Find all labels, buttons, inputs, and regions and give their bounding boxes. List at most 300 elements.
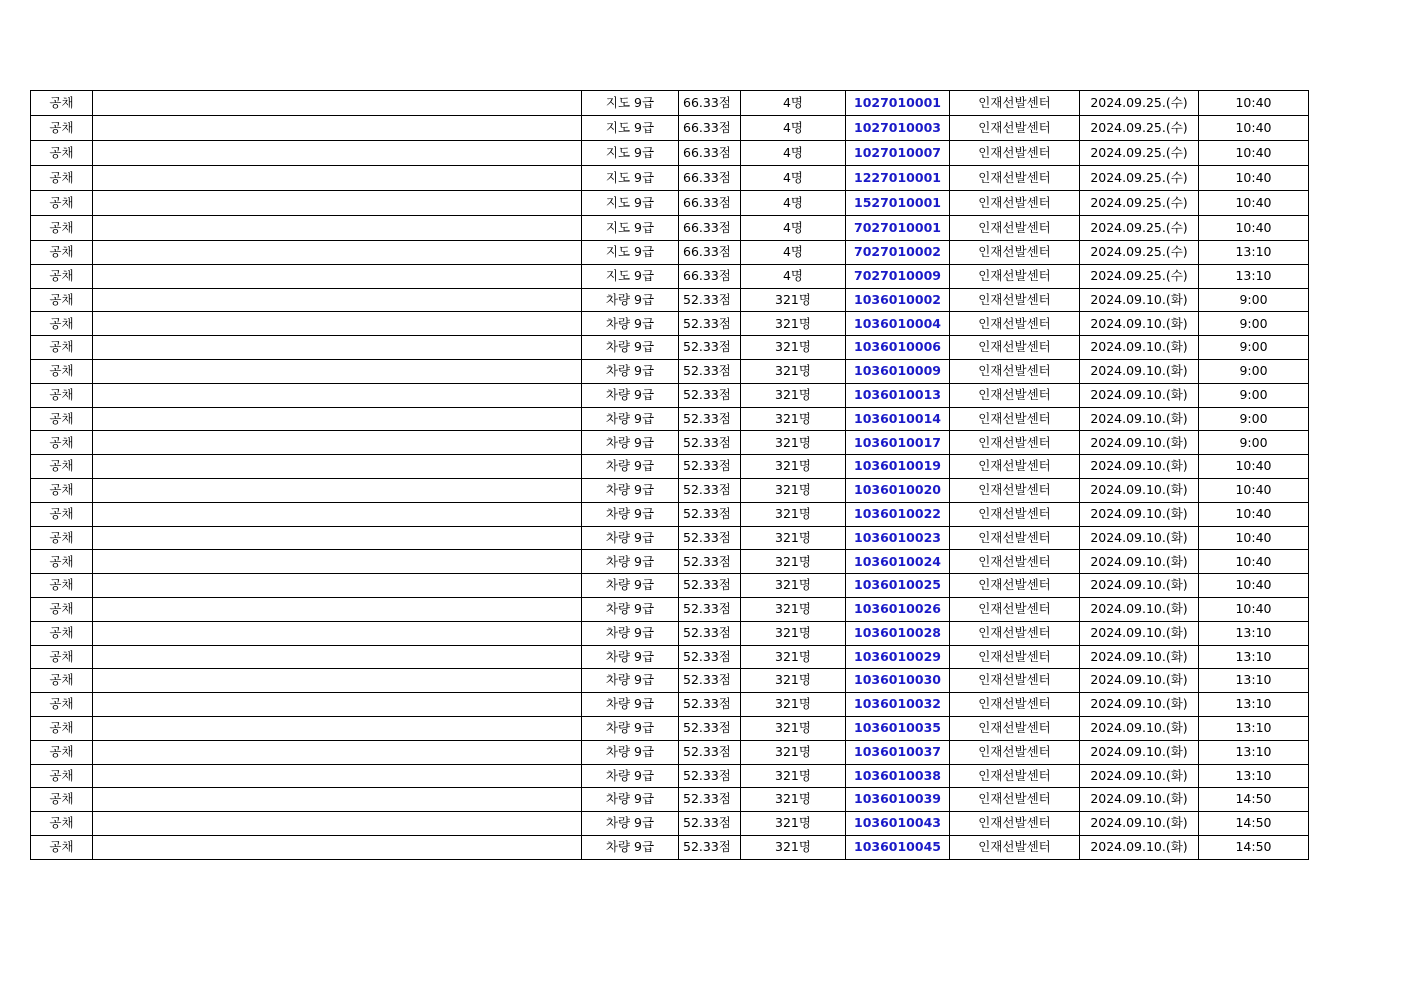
cutoff-score-cell: 52.33점: [679, 669, 741, 693]
exam-number-cell: 1036010002: [846, 288, 950, 312]
applicant-count-cell: 321명: [741, 788, 846, 812]
venue-cell: 인재선발센터: [950, 526, 1080, 550]
exam-time-cell: 13:10: [1199, 264, 1309, 288]
table-row: [31, 288, 1309, 312]
venue-cell: 인재선발센터: [950, 788, 1080, 812]
exam-number-cell: 1036010014: [846, 407, 950, 431]
name-cell: [93, 550, 582, 574]
cutoff-score-cell: 52.33점: [679, 621, 741, 645]
position-cell: 차량 9급: [582, 645, 679, 669]
venue-cell: 인재선발센터: [950, 359, 1080, 383]
table-row: [31, 526, 1309, 550]
table-row: [31, 693, 1309, 717]
cutoff-score-cell: 52.33점: [679, 574, 741, 598]
applicant-count-cell: 4명: [741, 191, 846, 216]
table-row: [31, 740, 1309, 764]
recruit-type-cell: 공채: [31, 526, 93, 550]
name-cell: [93, 621, 582, 645]
exam-date-cell: 2024.09.25.(수): [1080, 191, 1199, 216]
venue-cell: 인재선발센터: [950, 764, 1080, 788]
venue-cell: 인재선발센터: [950, 166, 1080, 191]
venue-cell: 인재선발센터: [950, 740, 1080, 764]
name-cell: [93, 502, 582, 526]
recruit-type-cell: 공채: [31, 191, 93, 216]
position-cell: 차량 9급: [582, 550, 679, 574]
table-row: [31, 550, 1309, 574]
cutoff-score-cell: 66.33점: [679, 241, 741, 265]
venue-cell: 인재선발센터: [950, 431, 1080, 455]
table-row: [31, 191, 1309, 216]
cutoff-score-cell: 52.33점: [679, 478, 741, 502]
exam-time-cell: 9:00: [1199, 407, 1309, 431]
table-row: [31, 645, 1309, 669]
venue-cell: 인재선발센터: [950, 336, 1080, 360]
exam-number-cell: 1027010001: [846, 91, 950, 116]
table-row: [31, 116, 1309, 141]
exam-date-cell: 2024.09.10.(화): [1080, 597, 1199, 621]
table-row: [31, 788, 1309, 812]
position-cell: 지도 9급: [582, 166, 679, 191]
exam-time-cell: 13:10: [1199, 716, 1309, 740]
exam-time-cell: 14:50: [1199, 835, 1309, 859]
cutoff-score-cell: 66.33점: [679, 191, 741, 216]
applicant-count-cell: 321명: [741, 645, 846, 669]
cutoff-score-cell: 52.33점: [679, 526, 741, 550]
position-cell: 차량 9급: [582, 383, 679, 407]
applicant-count-cell: 321명: [741, 359, 846, 383]
exam-time-cell: 14:50: [1199, 812, 1309, 836]
name-cell: [93, 574, 582, 598]
exam-date-cell: 2024.09.10.(화): [1080, 812, 1199, 836]
exam-number-cell: 1036010039: [846, 788, 950, 812]
recruit-type-cell: 공채: [31, 478, 93, 502]
exam-time-cell: 13:10: [1199, 669, 1309, 693]
recruit-type-cell: 공채: [31, 621, 93, 645]
applicant-count-cell: 321명: [741, 407, 846, 431]
exam-date-cell: 2024.09.25.(수): [1080, 166, 1199, 191]
table-row: [31, 764, 1309, 788]
venue-cell: 인재선발센터: [950, 812, 1080, 836]
name-cell: [93, 478, 582, 502]
applicant-count-cell: 321명: [741, 835, 846, 859]
applicant-count-cell: 321명: [741, 336, 846, 360]
table-row: [31, 91, 1309, 116]
exam-number-cell: 1036010030: [846, 669, 950, 693]
position-cell: 차량 9급: [582, 526, 679, 550]
table-row: [31, 166, 1309, 191]
position-cell: 차량 9급: [582, 740, 679, 764]
position-cell: 차량 9급: [582, 621, 679, 645]
recruit-type-cell: 공채: [31, 407, 93, 431]
position-cell: 지도 9급: [582, 91, 679, 116]
table-row: [31, 812, 1309, 836]
cutoff-score-cell: 52.33점: [679, 288, 741, 312]
name-cell: [93, 812, 582, 836]
venue-cell: 인재선발센터: [950, 312, 1080, 336]
cutoff-score-cell: 52.33점: [679, 597, 741, 621]
recruit-type-cell: 공채: [31, 336, 93, 360]
position-cell: 지도 9급: [582, 241, 679, 265]
position-cell: 차량 9급: [582, 312, 679, 336]
exam-number-cell: 1027010003: [846, 116, 950, 141]
name-cell: [93, 455, 582, 479]
exam-date-cell: 2024.09.10.(화): [1080, 359, 1199, 383]
exam-number-cell: 1036010038: [846, 764, 950, 788]
recruit-type-cell: 공채: [31, 116, 93, 141]
exam-number-cell: 1036010013: [846, 383, 950, 407]
applicant-count-cell: 321명: [741, 431, 846, 455]
table-row: [31, 336, 1309, 360]
recruit-type-cell: 공채: [31, 91, 93, 116]
recruit-type-cell: 공채: [31, 669, 93, 693]
exam-time-cell: 13:10: [1199, 645, 1309, 669]
exam-time-cell: 9:00: [1199, 359, 1309, 383]
exam-time-cell: 13:10: [1199, 241, 1309, 265]
exam-number-cell: 1036010019: [846, 455, 950, 479]
position-cell: 차량 9급: [582, 693, 679, 717]
applicant-count-cell: 4명: [741, 91, 846, 116]
exam-time-cell: 10:40: [1199, 91, 1309, 116]
exam-time-cell: 14:50: [1199, 788, 1309, 812]
recruit-type-cell: 공채: [31, 597, 93, 621]
venue-cell: 인재선발센터: [950, 241, 1080, 265]
venue-cell: 인재선발센터: [950, 621, 1080, 645]
table-row: [31, 312, 1309, 336]
exam-date-cell: 2024.09.10.(화): [1080, 502, 1199, 526]
position-cell: 차량 9급: [582, 574, 679, 598]
name-cell: [93, 116, 582, 141]
recruit-type-cell: 공채: [31, 693, 93, 717]
exam-date-cell: 2024.09.10.(화): [1080, 383, 1199, 407]
applicant-count-cell: 321명: [741, 716, 846, 740]
name-cell: [93, 216, 582, 241]
exam-date-cell: 2024.09.10.(화): [1080, 764, 1199, 788]
exam-number-cell: 1036010028: [846, 621, 950, 645]
exam-number-cell: 1036010009: [846, 359, 950, 383]
position-cell: 차량 9급: [582, 288, 679, 312]
venue-cell: 인재선발센터: [950, 835, 1080, 859]
name-cell: [93, 764, 582, 788]
exam-time-cell: 13:10: [1199, 764, 1309, 788]
venue-cell: 인재선발센터: [950, 407, 1080, 431]
exam-number-cell: 1036010022: [846, 502, 950, 526]
exam-date-cell: 2024.09.10.(화): [1080, 621, 1199, 645]
exam-number-cell: 1036010006: [846, 336, 950, 360]
exam-date-cell: 2024.09.10.(화): [1080, 835, 1199, 859]
table-row: [31, 141, 1309, 166]
exam-time-cell: 10:40: [1199, 597, 1309, 621]
exam-time-cell: 10:40: [1199, 502, 1309, 526]
exam-date-cell: 2024.09.10.(화): [1080, 431, 1199, 455]
venue-cell: 인재선발센터: [950, 455, 1080, 479]
applicant-count-cell: 321명: [741, 669, 846, 693]
cutoff-score-cell: 52.33점: [679, 336, 741, 360]
exam-date-cell: 2024.09.10.(화): [1080, 645, 1199, 669]
exam-date-cell: 2024.09.10.(화): [1080, 740, 1199, 764]
exam-time-cell: 10:40: [1199, 191, 1309, 216]
exam-date-cell: 2024.09.10.(화): [1080, 312, 1199, 336]
recruit-type-cell: 공채: [31, 835, 93, 859]
exam-number-cell: 7027010009: [846, 264, 950, 288]
applicant-count-cell: 4명: [741, 264, 846, 288]
cutoff-score-cell: 52.33점: [679, 502, 741, 526]
applicant-count-cell: 4명: [741, 141, 846, 166]
position-cell: 차량 9급: [582, 835, 679, 859]
exam-date-cell: 2024.09.10.(화): [1080, 693, 1199, 717]
name-cell: [93, 526, 582, 550]
table-row: [31, 359, 1309, 383]
exam-number-cell: 1036010032: [846, 693, 950, 717]
applicant-count-cell: 321명: [741, 740, 846, 764]
table-row: [31, 264, 1309, 288]
table-row: [31, 431, 1309, 455]
exam-date-cell: 2024.09.25.(수): [1080, 241, 1199, 265]
applicant-count-cell: 321명: [741, 288, 846, 312]
exam-time-cell: 10:40: [1199, 455, 1309, 479]
cutoff-score-cell: 52.33점: [679, 740, 741, 764]
recruit-type-cell: 공채: [31, 645, 93, 669]
exam-number-cell: 1527010001: [846, 191, 950, 216]
position-cell: 차량 9급: [582, 336, 679, 360]
venue-cell: 인재선발센터: [950, 191, 1080, 216]
cutoff-score-cell: 66.33점: [679, 116, 741, 141]
exam-time-cell: 9:00: [1199, 288, 1309, 312]
name-cell: [93, 264, 582, 288]
recruit-type-cell: 공채: [31, 216, 93, 241]
recruit-type-cell: 공채: [31, 764, 93, 788]
recruit-type-cell: 공채: [31, 383, 93, 407]
exam-number-cell: 1036010043: [846, 812, 950, 836]
position-cell: 차량 9급: [582, 455, 679, 479]
recruit-type-cell: 공채: [31, 788, 93, 812]
venue-cell: 인재선발센터: [950, 91, 1080, 116]
applicant-count-cell: 321명: [741, 693, 846, 717]
name-cell: [93, 693, 582, 717]
exam-time-cell: 10:40: [1199, 550, 1309, 574]
exam-number-cell: 1036010026: [846, 597, 950, 621]
name-cell: [93, 166, 582, 191]
recruit-type-cell: 공채: [31, 740, 93, 764]
venue-cell: 인재선발센터: [950, 716, 1080, 740]
recruit-type-cell: 공채: [31, 574, 93, 598]
exam-time-cell: 10:40: [1199, 574, 1309, 598]
name-cell: [93, 669, 582, 693]
exam-date-cell: 2024.09.10.(화): [1080, 526, 1199, 550]
name-cell: [93, 788, 582, 812]
exam-time-cell: 9:00: [1199, 431, 1309, 455]
table-row: [31, 835, 1309, 859]
recruit-type-cell: 공채: [31, 288, 93, 312]
recruit-type-cell: 공채: [31, 166, 93, 191]
position-cell: 차량 9급: [582, 478, 679, 502]
name-cell: [93, 407, 582, 431]
exam-time-cell: 10:40: [1199, 478, 1309, 502]
exam-time-cell: 10:40: [1199, 116, 1309, 141]
applicant-count-cell: 321명: [741, 764, 846, 788]
table-row: [31, 621, 1309, 645]
table-row: [31, 574, 1309, 598]
table-row: [31, 597, 1309, 621]
cutoff-score-cell: 66.33점: [679, 166, 741, 191]
exam-date-cell: 2024.09.10.(화): [1080, 478, 1199, 502]
applicant-count-cell: 4명: [741, 116, 846, 141]
recruit-type-cell: 공채: [31, 455, 93, 479]
applicant-count-cell: 321명: [741, 597, 846, 621]
cutoff-score-cell: 52.33점: [679, 764, 741, 788]
exam-date-cell: 2024.09.10.(화): [1080, 336, 1199, 360]
exam-number-cell: 1036010029: [846, 645, 950, 669]
applicant-count-cell: 321명: [741, 383, 846, 407]
table-row: [31, 383, 1309, 407]
cutoff-score-cell: 52.33점: [679, 455, 741, 479]
exam-date-cell: 2024.09.25.(수): [1080, 91, 1199, 116]
cutoff-score-cell: 52.33점: [679, 835, 741, 859]
exam-number-cell: 1036010017: [846, 431, 950, 455]
exam-number-cell: 1036010037: [846, 740, 950, 764]
name-cell: [93, 740, 582, 764]
table-row: [31, 455, 1309, 479]
position-cell: 차량 9급: [582, 597, 679, 621]
cutoff-score-cell: 52.33점: [679, 431, 741, 455]
cutoff-score-cell: 52.33점: [679, 788, 741, 812]
recruit-type-cell: 공채: [31, 502, 93, 526]
exam-number-cell: 7027010002: [846, 241, 950, 265]
exam-time-cell: 9:00: [1199, 383, 1309, 407]
exam-time-cell: 10:40: [1199, 166, 1309, 191]
exam-time-cell: 13:10: [1199, 621, 1309, 645]
cutoff-score-cell: 52.33점: [679, 693, 741, 717]
exam-time-cell: 10:40: [1199, 216, 1309, 241]
exam-date-cell: 2024.09.10.(화): [1080, 407, 1199, 431]
cutoff-score-cell: 52.33점: [679, 312, 741, 336]
exam-date-cell: 2024.09.10.(화): [1080, 550, 1199, 574]
recruit-type-cell: 공채: [31, 716, 93, 740]
name-cell: [93, 312, 582, 336]
name-cell: [93, 191, 582, 216]
position-cell: 차량 9급: [582, 764, 679, 788]
venue-cell: 인재선발센터: [950, 645, 1080, 669]
cutoff-score-cell: 52.33점: [679, 812, 741, 836]
recruit-type-cell: 공채: [31, 312, 93, 336]
position-cell: 지도 9급: [582, 264, 679, 288]
exam-time-cell: 9:00: [1199, 312, 1309, 336]
results-body: [31, 91, 1309, 860]
venue-cell: 인재선발센터: [950, 288, 1080, 312]
position-cell: 지도 9급: [582, 116, 679, 141]
results-table: [30, 90, 1309, 860]
exam-number-cell: 1036010025: [846, 574, 950, 598]
venue-cell: 인재선발센터: [950, 574, 1080, 598]
exam-time-cell: 10:40: [1199, 526, 1309, 550]
exam-number-cell: 7027010001: [846, 216, 950, 241]
exam-date-cell: 2024.09.25.(수): [1080, 141, 1199, 166]
exam-number-cell: 1036010024: [846, 550, 950, 574]
exam-number-cell: 1227010001: [846, 166, 950, 191]
exam-number-cell: 1036010045: [846, 835, 950, 859]
exam-date-cell: 2024.09.25.(수): [1080, 116, 1199, 141]
position-cell: 차량 9급: [582, 716, 679, 740]
exam-time-cell: 13:10: [1199, 693, 1309, 717]
exam-time-cell: 9:00: [1199, 336, 1309, 360]
venue-cell: 인재선발센터: [950, 141, 1080, 166]
exam-time-cell: 13:10: [1199, 740, 1309, 764]
position-cell: 차량 9급: [582, 669, 679, 693]
name-cell: [93, 383, 582, 407]
exam-number-cell: 1036010035: [846, 716, 950, 740]
name-cell: [93, 716, 582, 740]
cutoff-score-cell: 52.33점: [679, 645, 741, 669]
cutoff-score-cell: 66.33점: [679, 91, 741, 116]
exam-date-cell: 2024.09.10.(화): [1080, 288, 1199, 312]
venue-cell: 인재선발센터: [950, 669, 1080, 693]
applicant-count-cell: 321명: [741, 502, 846, 526]
venue-cell: 인재선발센터: [950, 478, 1080, 502]
venue-cell: 인재선발센터: [950, 597, 1080, 621]
position-cell: 지도 9급: [582, 216, 679, 241]
position-cell: 차량 9급: [582, 788, 679, 812]
name-cell: [93, 241, 582, 265]
position-cell: 차량 9급: [582, 502, 679, 526]
position-cell: 차량 9급: [582, 812, 679, 836]
recruit-type-cell: 공채: [31, 550, 93, 574]
name-cell: [93, 431, 582, 455]
name-cell: [93, 336, 582, 360]
venue-cell: 인재선발센터: [950, 116, 1080, 141]
venue-cell: 인재선발센터: [950, 502, 1080, 526]
recruit-type-cell: 공채: [31, 812, 93, 836]
cutoff-score-cell: 52.33점: [679, 550, 741, 574]
applicant-count-cell: 321명: [741, 526, 846, 550]
recruit-type-cell: 공채: [31, 264, 93, 288]
table-row: [31, 669, 1309, 693]
name-cell: [93, 288, 582, 312]
name-cell: [93, 835, 582, 859]
exam-date-cell: 2024.09.10.(화): [1080, 669, 1199, 693]
applicant-count-cell: 4명: [741, 241, 846, 265]
venue-cell: 인재선발센터: [950, 550, 1080, 574]
applicant-count-cell: 321명: [741, 574, 846, 598]
exam-date-cell: 2024.09.10.(화): [1080, 716, 1199, 740]
exam-date-cell: 2024.09.10.(화): [1080, 574, 1199, 598]
venue-cell: 인재선발센터: [950, 216, 1080, 241]
table-row: [31, 716, 1309, 740]
exam-number-cell: 1036010020: [846, 478, 950, 502]
position-cell: 지도 9급: [582, 191, 679, 216]
venue-cell: 인재선발센터: [950, 383, 1080, 407]
position-cell: 차량 9급: [582, 431, 679, 455]
venue-cell: 인재선발센터: [950, 693, 1080, 717]
cutoff-score-cell: 52.33점: [679, 716, 741, 740]
position-cell: 지도 9급: [582, 141, 679, 166]
exam-date-cell: 2024.09.25.(수): [1080, 216, 1199, 241]
cutoff-score-cell: 66.33점: [679, 141, 741, 166]
cutoff-score-cell: 52.33점: [679, 383, 741, 407]
exam-date-cell: 2024.09.10.(화): [1080, 788, 1199, 812]
applicant-count-cell: 321명: [741, 550, 846, 574]
name-cell: [93, 645, 582, 669]
recruit-type-cell: 공채: [31, 141, 93, 166]
applicant-count-cell: 321명: [741, 455, 846, 479]
exam-number-cell: 1036010023: [846, 526, 950, 550]
recruit-type-cell: 공채: [31, 359, 93, 383]
applicant-count-cell: 321명: [741, 621, 846, 645]
position-cell: 차량 9급: [582, 407, 679, 431]
table-row: [31, 407, 1309, 431]
exam-number-cell: 1027010007: [846, 141, 950, 166]
cutoff-score-cell: 52.33점: [679, 359, 741, 383]
applicant-count-cell: 321명: [741, 812, 846, 836]
applicant-count-cell: 321명: [741, 478, 846, 502]
